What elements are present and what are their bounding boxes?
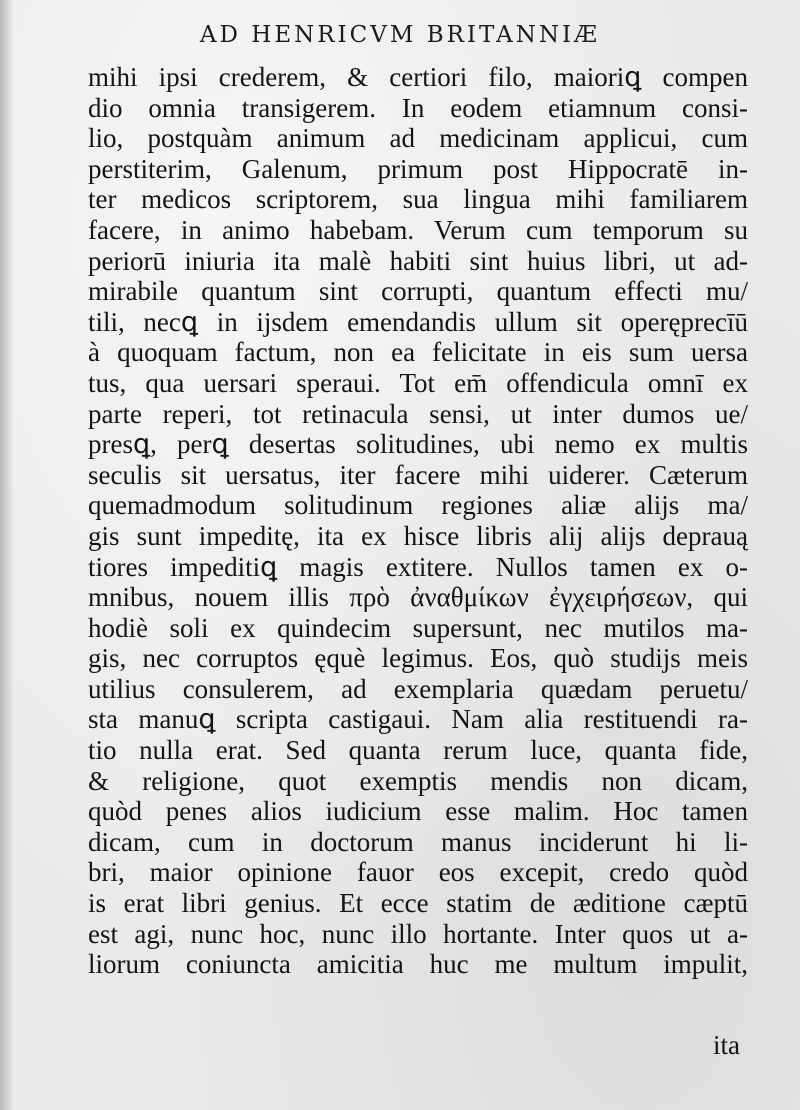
text-line: tili, necꝗ in ijsdem emendandis ullum sit operęprecīū [88, 306, 748, 337]
running-head: AD HENRICVM BRITANNIÆ [199, 22, 601, 48]
catchword: ita [713, 1030, 740, 1060]
text-line: mirabile quantum sint corrupti, quantum effecti mu/ [88, 276, 748, 307]
text-line: dicam, cum in doctorum manus inciderunt hi li- [88, 826, 748, 857]
text-line: est agi, nunc hoc, nunc illo hortante. Inter quos ut a- [88, 918, 748, 949]
text-line: utilius consulerem, ad exemplaria quædam peruetu/ [88, 673, 748, 704]
text-line: perstiterim, Galenum, primum post Hippocratē in- [88, 153, 748, 184]
text-line: gis sunt impeditę, ita ex hisce libris alij alijs deprauą [88, 520, 748, 551]
body-text [88, 62, 748, 980]
text-line: mihi ipsi crederem, & certiori filo, maioriꝗ compen [88, 62, 748, 92]
text-line: liorum coniuncta amicitia huc me multum impulit, [88, 949, 748, 980]
text-line: hodiè soli ex quindecim supersunt, nec mutilos ma- [88, 612, 748, 643]
text-line: à quoquam factum, non ea felicitate in eis sum uersa [88, 337, 748, 368]
text-line: tio nulla erat. Sed quanta rerum luce, quanta fide, [88, 735, 748, 766]
text-line: dio omnia transigerem. In eodem etiamnum consi- [88, 92, 748, 123]
text-line: lio, postquàm animum ad medicinam applicui, cum [88, 123, 748, 154]
page-edge-shadow [0, 0, 14, 1110]
text-line: ter medicos scriptorem, sua lingua mihi familiarem [88, 184, 748, 215]
text-line: presꝗ, perꝗ desertas solitudines, ubi nemo ex multis [88, 429, 748, 460]
text-line: & religione, quot exemptis mendis non dicam, [88, 765, 748, 796]
text-line: sta manuꝗ scripta castigaui. Nam alia restituendi ra- [88, 704, 748, 735]
text-line: quemadmodum solitudinum regiones aliæ alijs ma/ [88, 490, 748, 521]
text-line: periorū iniuria ita malè habiti sint huius libri, ut ad- [88, 245, 748, 276]
text-line: tus, qua uersari speraui. Tot em̄ offendicula omnī ex [88, 367, 748, 398]
text-line: seculis sit uersatus, iter facere mihi uiderer. Cæterum [88, 459, 748, 490]
text-line: mnibus, nouem illis πρὸ ἀναθμίκων ἐγχειρήσεων, qui [88, 582, 748, 613]
text-line: bri, maior opinione fauor eos excepit, credo quòd [88, 857, 748, 888]
text-line: facere, in animo habebam. Verum cum temporum su [88, 214, 748, 245]
text-line: gis, nec corruptos ęquè legimus. Eos, quò studijs meis [88, 643, 748, 674]
text-line: quòd penes alios iudicium esse malim. Hoc tamen [88, 796, 748, 827]
text-line: is erat libri genius. Et ecce statim de æditione cæptū [88, 888, 748, 919]
text-line: parte reperi, tot retinacula sensi, ut inter dumos ue/ [88, 398, 748, 429]
text-line: tiores impeditiꝗ magis extitere. Nullos tamen ex o- [88, 551, 748, 582]
